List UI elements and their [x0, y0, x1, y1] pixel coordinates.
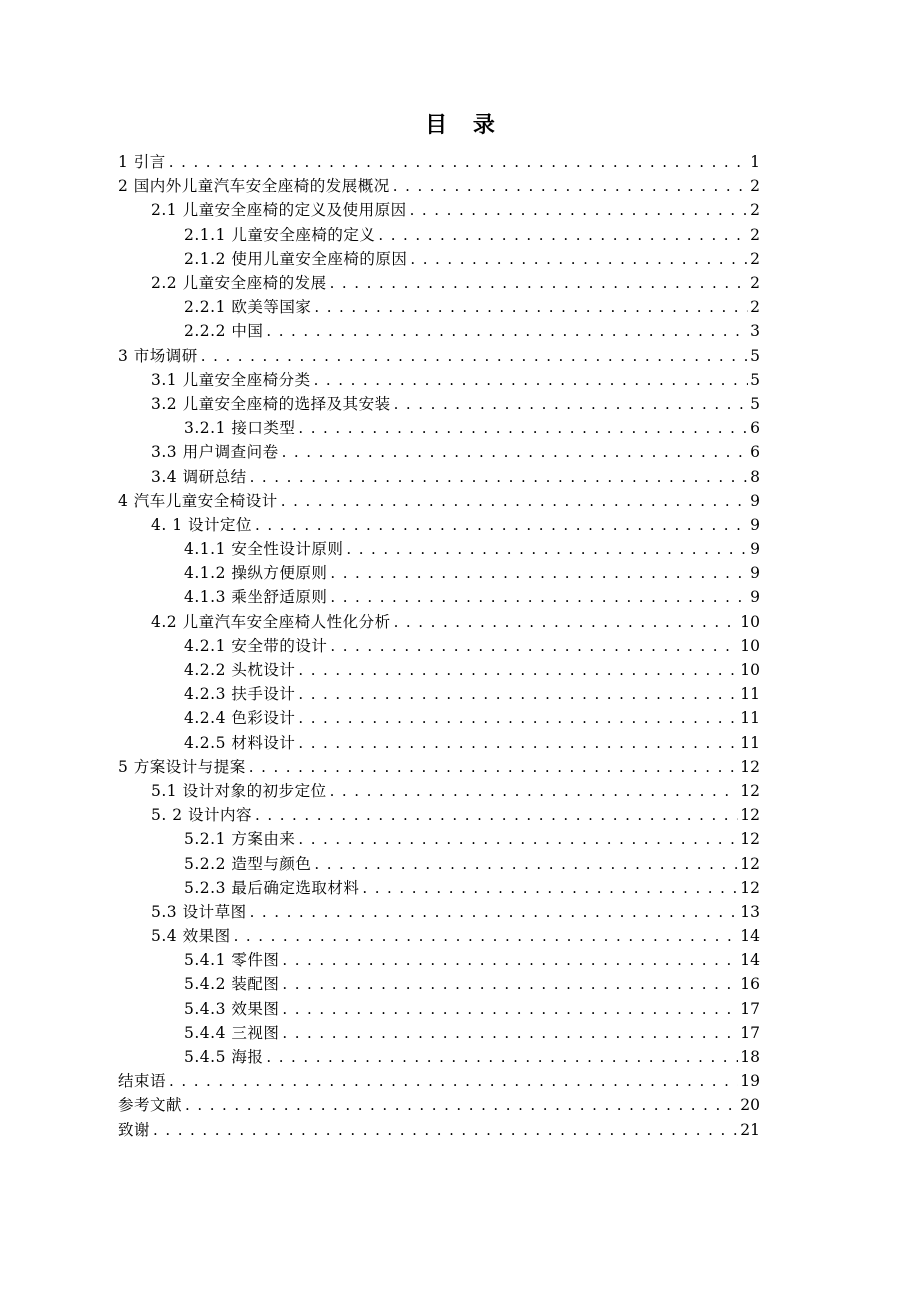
toc-page-number: 2	[750, 274, 760, 293]
toc-page-number: 17	[740, 1023, 760, 1042]
dot-leader	[298, 682, 738, 706]
toc-title: 目 录	[425, 112, 495, 138]
toc-entry[interactable]	[118, 513, 760, 537]
toc-entry-title: 4.2.2 头枕设计	[184, 661, 296, 680]
dot-leader	[201, 344, 748, 368]
toc-entry-title: 5.2.1 方案由来	[184, 830, 296, 849]
toc-entry[interactable]	[118, 489, 760, 513]
dot-leader	[249, 755, 738, 779]
toc-page-number: 2	[750, 249, 760, 268]
toc-entry[interactable]	[118, 731, 760, 755]
toc-page-number: 10	[740, 661, 760, 680]
dot-leader	[410, 247, 748, 271]
toc-entry[interactable]	[118, 924, 760, 948]
toc-entry[interactable]	[118, 416, 760, 440]
toc-entry-title: 4. 1 设计定位	[151, 515, 253, 534]
dot-leader	[410, 198, 748, 222]
toc-entry[interactable]	[118, 561, 760, 585]
toc-entry-title: 2.1.2 使用儿童安全座椅的原因	[184, 249, 408, 268]
dot-leader	[314, 852, 738, 876]
toc-entry-title: 5.4.3 效果图	[184, 999, 280, 1018]
toc-entry-title: 2.2.1 欧美等国家	[184, 298, 312, 317]
toc-entry[interactable]	[118, 464, 760, 488]
toc-entry-title: 4.2.3 扶手设计	[184, 685, 296, 704]
dot-leader	[282, 997, 738, 1021]
toc-entry[interactable]	[118, 900, 760, 924]
dot-leader	[281, 489, 748, 513]
toc-entry-title: 3.3 用户调查问卷	[151, 443, 279, 462]
toc-page-number: 3	[750, 322, 760, 341]
toc-entry-title: 5.1 设计对象的初步定位	[151, 781, 327, 800]
dot-leader	[298, 731, 738, 755]
toc-entry-title: 4 汽车儿童安全椅设计	[118, 491, 278, 510]
dot-leader	[298, 706, 738, 730]
toc-entry-title: 5.4.1 零件图	[184, 951, 280, 970]
dot-leader	[153, 1118, 738, 1142]
toc-page-number: 11	[740, 685, 760, 704]
toc-entry-title: 4.2.1 安全带的设计	[184, 636, 328, 655]
toc-page-number: 9	[750, 515, 760, 534]
dot-leader	[185, 1093, 738, 1117]
toc-entry[interactable]	[118, 1093, 760, 1117]
dot-leader	[282, 440, 748, 464]
toc-entry[interactable]	[118, 1069, 760, 1093]
toc-entry[interactable]	[118, 682, 760, 706]
toc-entry-title: 2.1.1 儿童安全座椅的定义	[184, 225, 376, 244]
toc-page-number: 6	[750, 443, 760, 462]
dot-leader	[282, 972, 738, 996]
toc-page-number: 9	[750, 491, 760, 510]
toc-entry[interactable]	[118, 198, 760, 222]
dot-leader	[330, 561, 748, 585]
dot-leader	[298, 416, 748, 440]
toc-entry[interactable]	[118, 368, 760, 392]
toc-entry-title: 4.2.5 材料设计	[184, 733, 296, 752]
toc-entry-title: 4.1.3 乘坐舒适原则	[184, 588, 328, 607]
dot-leader	[255, 513, 748, 537]
dot-leader	[169, 1069, 738, 1093]
dot-leader	[298, 827, 738, 851]
dot-leader	[282, 1021, 738, 1045]
toc-list	[118, 150, 760, 1142]
toc-entry-title: 3.1 儿童安全座椅分类	[151, 370, 311, 389]
toc-entry[interactable]	[118, 610, 760, 634]
toc-page-number: 19	[740, 1072, 760, 1091]
toc-page-number: 9	[750, 564, 760, 583]
toc-entry-title: 参考文献	[118, 1096, 183, 1115]
toc-page-number: 9	[750, 540, 760, 559]
toc-page-number: 2	[750, 298, 760, 317]
toc-entry-title: 4.2 儿童汽车安全座椅人性化分析	[151, 612, 391, 631]
dot-leader	[346, 537, 748, 561]
dot-leader	[330, 779, 739, 803]
dot-leader	[330, 271, 748, 295]
toc-entry-title: 2.2 儿童安全座椅的发展	[151, 274, 327, 293]
toc-entry[interactable]	[118, 706, 760, 730]
toc-entry-title: 5.4 效果图	[151, 927, 231, 946]
toc-page-number: 6	[750, 419, 760, 438]
toc-entry[interactable]	[118, 851, 760, 875]
toc-page-number: 9	[750, 588, 760, 607]
toc-page-number: 12	[740, 757, 760, 776]
dot-leader	[362, 876, 738, 900]
toc-entry[interactable]	[118, 392, 760, 416]
toc-page-number: 20	[740, 1096, 760, 1115]
dot-leader	[266, 319, 748, 343]
toc-entry[interactable]	[118, 150, 760, 174]
dot-leader	[298, 658, 738, 682]
toc-entry-title: 5.4.2 装配图	[184, 975, 280, 994]
toc-entry-title: 4.2.4 色彩设计	[184, 709, 296, 728]
toc-page-number: 1	[750, 153, 760, 172]
dot-leader	[378, 223, 748, 247]
toc-entry[interactable]	[118, 876, 760, 900]
toc-entry-title: 3.2 儿童安全座椅的选择及其安装	[151, 394, 391, 413]
toc-entry-title: 4.1.1 安全性设计原则	[184, 540, 344, 559]
toc-entry[interactable]	[118, 827, 760, 851]
toc-entry[interactable]	[118, 271, 760, 295]
toc-entry[interactable]	[118, 779, 760, 803]
toc-entry-title: 5 方案设计与提案	[118, 757, 246, 776]
toc-entry[interactable]	[118, 997, 760, 1021]
dot-leader	[393, 174, 748, 198]
dot-leader	[266, 1045, 738, 1069]
toc-entry-title: 5.3 设计草图	[151, 902, 247, 921]
toc-entry[interactable]	[118, 247, 760, 271]
dot-leader	[169, 150, 748, 174]
toc-page-number: 12	[740, 878, 760, 897]
toc-page-number: 21	[740, 1120, 760, 1139]
toc-page-number: 5	[750, 346, 760, 365]
toc-page-number: 8	[750, 467, 760, 486]
dot-leader	[314, 368, 748, 392]
dot-leader	[234, 924, 739, 948]
dot-leader	[250, 900, 739, 924]
toc-entry[interactable]	[118, 585, 760, 609]
toc-entry[interactable]	[118, 658, 760, 682]
toc-entry[interactable]	[118, 1021, 760, 1045]
toc-entry[interactable]	[118, 344, 760, 368]
toc-entry[interactable]	[118, 634, 760, 658]
toc-entry[interactable]	[118, 295, 760, 319]
toc-entry-title: 5.2.2 造型与颜色	[184, 854, 312, 873]
toc-page-number: 17	[740, 999, 760, 1018]
toc-page-number: 13	[740, 902, 760, 921]
toc-entry-title: 2 国内外儿童汽车安全座椅的发展概况	[118, 177, 390, 196]
toc-page-number: 12	[740, 830, 760, 849]
toc-page-number: 2	[750, 177, 760, 196]
toc-page-number: 11	[740, 733, 760, 752]
toc-page-number: 5	[750, 370, 760, 389]
toc-entry[interactable]	[118, 755, 760, 779]
toc-page-number: 2	[750, 225, 760, 244]
toc-entry[interactable]	[118, 174, 760, 198]
toc-entry-title: 2.2.2 中国	[184, 322, 264, 341]
toc-entry[interactable]	[118, 1118, 760, 1142]
toc-page-number: 11	[740, 709, 760, 728]
dot-leader	[314, 295, 748, 319]
toc-entry[interactable]	[118, 537, 760, 561]
toc-entry-title: 5.4.4 三视图	[184, 1023, 280, 1042]
toc-page-number: 12	[740, 806, 760, 825]
toc-page-number: 10	[740, 612, 760, 631]
toc-entry-title: 2.1 儿童安全座椅的定义及使用原因	[151, 201, 407, 220]
dot-leader	[250, 465, 748, 489]
dot-leader	[394, 610, 739, 634]
toc-page-number: 14	[740, 927, 760, 946]
dot-leader	[255, 803, 738, 827]
toc-page-number: 14	[740, 951, 760, 970]
dot-leader	[394, 392, 748, 416]
toc-entry[interactable]	[118, 223, 760, 247]
dot-leader	[330, 634, 738, 658]
toc-page-number: 10	[740, 636, 760, 655]
toc-entry[interactable]	[118, 803, 760, 827]
toc-page-number: 2	[750, 201, 760, 220]
toc-page-number: 18	[740, 1048, 760, 1067]
toc-page-number: 12	[740, 854, 760, 873]
toc-entry-title: 3.2.1 接口类型	[184, 419, 296, 438]
toc-entry-title: 5.2.3 最后确定选取材料	[184, 878, 360, 897]
toc-entry-title: 4.1.2 操纵方便原则	[184, 564, 328, 583]
toc-page-number: 16	[740, 975, 760, 994]
toc-entry-title: 3.4 调研总结	[151, 467, 247, 486]
toc-entry[interactable]	[118, 1045, 760, 1069]
dot-leader	[330, 585, 748, 609]
toc-entry[interactable]	[118, 319, 760, 343]
dot-leader	[282, 948, 738, 972]
toc-entry[interactable]	[118, 440, 760, 464]
toc-entry-title: 1 引言	[118, 153, 166, 172]
toc-entry-title: 5.4.5 海报	[184, 1048, 264, 1067]
toc-entry[interactable]	[118, 972, 760, 996]
toc-entry-title: 致谢	[118, 1120, 151, 1139]
toc-entry-title: 5. 2 设计内容	[151, 806, 253, 825]
toc-entry-title: 3 市场调研	[118, 346, 198, 365]
toc-entry-title: 结束语	[118, 1072, 167, 1091]
toc-page-number: 12	[740, 781, 760, 800]
toc-page-number: 5	[750, 394, 760, 413]
toc-entry[interactable]	[118, 948, 760, 972]
